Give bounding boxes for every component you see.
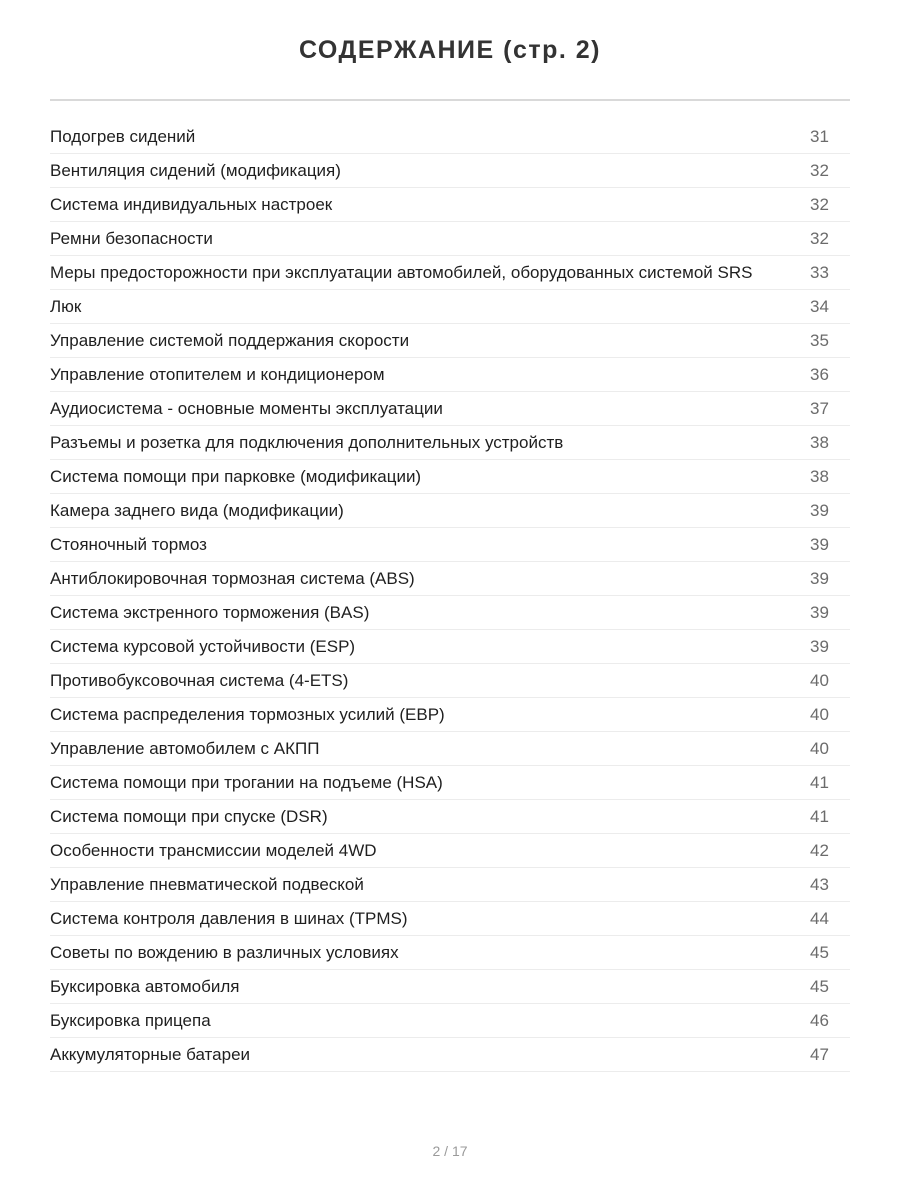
- toc-entry[interactable]: [50, 596, 850, 630]
- toc-entry-page-number: 41: [810, 806, 829, 826]
- toc-entry-title: Люк: [50, 296, 82, 316]
- toc-entry-title: Советы по вождению в различных условиях: [50, 942, 399, 962]
- toc-entry[interactable]: [50, 222, 850, 256]
- toc-entry-title: Стояночный тормоз: [50, 534, 207, 554]
- toc-entry-title: Аудиосистема - основные моменты эксплуатации: [50, 398, 443, 418]
- toc-entry[interactable]: [50, 494, 850, 528]
- toc-entry-title: Управление отопителем и кондиционером: [50, 364, 385, 384]
- toc-entry[interactable]: [50, 120, 850, 154]
- toc-entry-title: Буксировка автомобиля: [50, 976, 240, 996]
- toc-entry[interactable]: [50, 188, 850, 222]
- toc-entry[interactable]: [50, 902, 850, 936]
- toc-entry-title: Система помощи при парковке (модификации): [50, 466, 422, 486]
- toc-entry-page-number: 32: [810, 194, 829, 214]
- toc-entry-page-number: 40: [810, 704, 829, 724]
- toc-entry-title: Система контроля давления в шинах (TPMS): [50, 908, 408, 928]
- toc-entry[interactable]: [50, 800, 850, 834]
- toc-entry-title: Аккумуляторные батареи: [50, 1044, 251, 1064]
- toc-entry[interactable]: [50, 1038, 850, 1072]
- toc-entry[interactable]: [50, 766, 850, 800]
- toc-entry[interactable]: [50, 324, 850, 358]
- toc-entry-title: Противобуксовочная система (4-ETS): [50, 670, 349, 690]
- toc-entry-page-number: 42: [810, 840, 829, 860]
- toc-entry-page-number: 46: [810, 1010, 829, 1030]
- toc-entry-page-number: 31: [810, 126, 829, 146]
- toc-entry[interactable]: [50, 630, 850, 664]
- toc-entry[interactable]: [50, 936, 850, 970]
- toc-entry-page-number: 38: [810, 432, 829, 452]
- toc-entry-title: Разъемы и розетка для подключения дополнительных устройств: [50, 432, 564, 452]
- toc-entry-page-number: 32: [810, 160, 829, 180]
- toc-entry-page-number: 45: [810, 976, 829, 996]
- toc-entry-page-number: 39: [810, 636, 829, 656]
- toc-entry-title: Особенности трансмиссии моделей 4WD: [50, 840, 377, 860]
- toc-entry-title: Буксировка прицепа: [50, 1010, 211, 1030]
- toc-entry-title: Антиблокировочная тормозная система (ABS): [50, 568, 415, 588]
- toc-entry-page-number: 41: [810, 772, 829, 792]
- toc-entry-title: Меры предосторожности при эксплуатации автомобилей, оборудованных системой SRS: [50, 262, 753, 282]
- toc-entry[interactable]: [50, 664, 850, 698]
- toc-entry[interactable]: [50, 868, 850, 902]
- toc-entry-title: Управление системой поддержания скорости: [50, 330, 410, 350]
- toc-entry-title: Система экстренного торможения (BAS): [50, 602, 370, 622]
- toc-entry-title: Система помощи при спуске (DSR): [50, 806, 328, 826]
- toc-entry-page-number: 38: [810, 466, 829, 486]
- toc-entry-page-number: 39: [810, 534, 829, 554]
- toc-entry-page-number: 37: [810, 398, 829, 418]
- toc-entry-title: Система помощи при трогании на подъеме (HSA): [50, 772, 443, 792]
- toc-entry-page-number: 39: [810, 602, 829, 622]
- toc-entry[interactable]: [50, 698, 850, 732]
- toc-entry-page-number: 36: [810, 364, 829, 384]
- title-divider: [50, 99, 850, 101]
- toc-entry-title: Вентиляция сидений (модификация): [50, 160, 341, 180]
- toc-entry[interactable]: [50, 256, 850, 290]
- toc-entry-title: Система курсовой устойчивости (ESP): [50, 636, 356, 656]
- page-title: СОДЕРЖАНИЕ (стр. 2): [298, 36, 602, 64]
- toc-entry-page-number: 39: [810, 568, 829, 588]
- toc-entry[interactable]: [50, 392, 850, 426]
- toc-entry-page-number: 40: [810, 738, 829, 758]
- toc-entry-title: Система распределения тормозных усилий (EBP): [50, 704, 445, 724]
- toc-entry-page-number: 33: [810, 262, 829, 282]
- toc-entry[interactable]: [50, 290, 850, 324]
- toc-entry-page-number: 44: [810, 908, 829, 928]
- toc-entry-page-number: 35: [810, 330, 829, 350]
- toc-entry-title: Управление пневматической подвеской: [50, 874, 364, 894]
- toc-entry[interactable]: [50, 426, 850, 460]
- toc-entry-page-number: 45: [810, 942, 829, 962]
- toc-entry[interactable]: [50, 1004, 850, 1038]
- toc-entry[interactable]: [50, 562, 850, 596]
- toc-entry[interactable]: [50, 358, 850, 392]
- toc-entry[interactable]: [50, 528, 850, 562]
- toc-entry-page-number: 34: [810, 296, 829, 316]
- toc-entry[interactable]: [50, 154, 850, 188]
- toc-entry[interactable]: [50, 732, 850, 766]
- page-indicator: 2 / 17: [432, 1143, 468, 1159]
- toc-entry-title: Ремни безопасности: [50, 228, 213, 248]
- toc-entry[interactable]: [50, 834, 850, 868]
- toc-entry[interactable]: [50, 970, 850, 1004]
- toc-entry-page-number: 40: [810, 670, 829, 690]
- toc-entry-page-number: 43: [810, 874, 829, 894]
- toc-entry-title: Управление автомобилем с АКПП: [50, 738, 320, 758]
- table-of-contents: [50, 120, 850, 1072]
- toc-entry-title: Подогрев сидений: [50, 126, 196, 146]
- toc-entry-page-number: 39: [810, 500, 829, 520]
- toc-entry[interactable]: [50, 460, 850, 494]
- toc-entry-page-number: 32: [810, 228, 829, 248]
- toc-entry-title: Система индивидуальных настроек: [50, 194, 333, 214]
- toc-entry-title: Камера заднего вида (модификации): [50, 500, 344, 520]
- toc-entry-page-number: 47: [810, 1044, 829, 1064]
